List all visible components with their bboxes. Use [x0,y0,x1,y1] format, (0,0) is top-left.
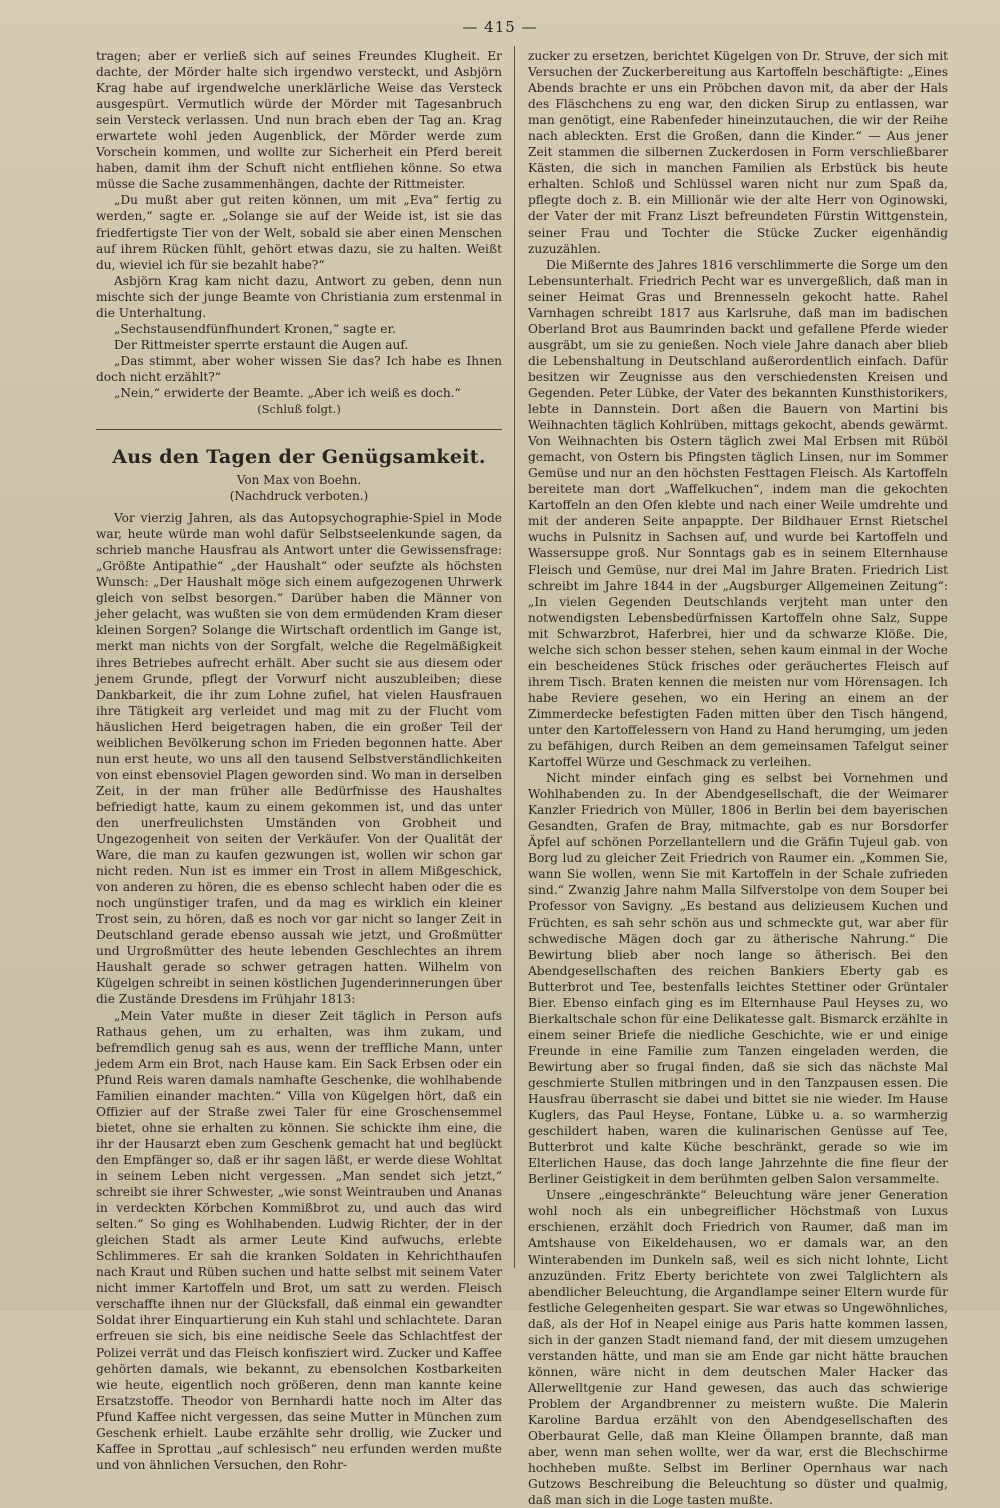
article-paragraph: Unsere „eingeschränkte“ Beleuchtung wäre jener Generation wohl noch als ein unbegreiflicher Höchstmaß von Luxus erschienen, erzählt doch Friedrich von Raumer, daß man im Amtshause von Eikeldehausen, wo er damals war, an den Winterabenden im Dunkeln saß, weil es sich nicht lohnte, Licht anzuzünden. Fritz Eberty berichtete von zwei Talglichtern als abendlicher Beleuchtung, die Argandlampe seiner Eltern wurde für festliche Gelegenheiten gespart. Sie war etwas so Ungewöhnliches, daß, als der Hof in Neapel einige aus Paris hatte kommen lassen, sich in der ganzen Stadt niemand fand, der mit diesem umzugehen verstanden hätte, und man sie am Ende gar nicht hätte brauchen können, wäre nicht in dem deutschen Maler Hacker das Allerwelltgenie zur Hand gewesen, das auch das schwierige Problem der Argandbrenner zu meistern wußte. Die Malerin Karoline Bardua erzählt von den Abendgesellschaften des Oberbaurat Gelle, daß man Kleine Öllampen brannte, daß man aber, wenn man sehen wollte, wer da war, erst die Blechschirme hochheben mußte. Selbst im Berliner Opernhaus war nach Gutzows Beschreibung die Beleuchtung so düster und qualmig, daß man sich in die Loge tasten mußte. [528,1188,948,1508]
story-paragraph: Asbjörn Krag kam nicht dazu, Antwort zu geben, denn nun mischte sich der junge Beamte von Christiania zum erstenmal in die Unterhaltung. [96,273,502,320]
article-paragraph: zucker zu ersetzen, berichtet Kügelgen von Dr. Struve, der sich mit Versuchen der Zuckerbereitung aus Kartoffeln beschäftigte: „Eines Abends brachte er uns ein Pröbchen davon mit, da aber der Hals des Fläschchens zu eng war, den dicken Sirup zu entlassen, war man genötigt, eine Rabenfeder hineinzutauchen, die wir der Reihe nach ableckten. Erst die Großen, dann die Kinder.“ — Aus jener Zeit stammen die silbernen Zuckerdosen in Form verschließbarer Kästen, die sich in manchen Familien als Erbstück bis heute erhalten. Schloß und Schlüssel waren nicht nur zum Spaß da, pflegte doch z. B. ein Millionär wie der alte Herr von Oginowski, der Vater der mit Franz Liszt befreundeten Fürstin Wittgenstein, seiner Frau und Tochter die Stücke Zucker eigenhändig zuzuzählen. [528,49,948,256]
story-paragraph: „Das stimmt, aber woher wissen Sie das? Ich habe es Ihnen doch nicht erzählt?“ [96,353,502,384]
article-paragraph: Nicht minder einfach ging es selbst bei Vornehmen und Wohlhabenden zu. In der Abendgesellschaft, die der Weimarer Kanzler Friedrich von Müller, 1806 in Berlin bei dem bayerischen Gesandten, Grafen de Bray, mitmachte, gab es nur Borsdorfer Äpfel auf schönen Porzellantellern und die Gräfin Tujeul gab. von Borg lud zu gleicher Zeit Friedrich von Raumer ein. „Kommen Sie, wann Sie wollen, wenn Sie mit Kartoffeln in der Schale zufrieden sind.“ Zwanzig Jahre nahm Malla Silfverstolpe von dem Souper bei Professor von Savigny. „Es bestand aus delizieusem Kuchen und Früchten, es sah sehr schön aus und schmeckte gut, war aber für schwedische Mägen doch gar zu ätherische Nahrung.“ Die Bewirtung blieb aber noch lange so ätherisch. Bei den Abendgesellschaften des reichen Bankiers Eberty gab es Butterbrot und Tee, bestenfalls leichtes Stettiner oder Grüntaler Bier. Ebenso einfach ging es im Elternhause Paul Heyses zu, wo Bierkaltschale schon für eine Delikatesse galt. Bismarck erzählte in einem seiner Briefe die niedliche Geschichte, wie er und einige Freunde in eine Familie zum Tanzen eingeladen werden, die Bewirtung aber so frugal finden, daß sie sich das nächste Mal geschmierte Stullen mitbringen und in den Tanzpausen essen. Die Hausfrau überrascht sie dabei und bittet sie nie wieder. Im Hause Kuglers, das Paul Heyse, Fontane, Lübke u. a. so warmherzig geschildert haben, waren die kulinarischen Genüsse auf Tee, Butterbrot und kalte Küche beschränkt, gerade so wie im Elterlichen Hause, das doch lange Jahrzehnte die fine fleur der Berliner Geistigkeit in dem berühmten gelben Salon versammelte. [528,771,948,1187]
left-column [96,48,502,1472]
column-rule [514,46,515,1268]
story-paragraph: Der Rittmeister sperrte erstaunt die Augen auf. [114,337,409,352]
story-paragraph: „Nein,“ erwiderte der Beamte. „Aber ich weiß es doch.“ [114,385,461,400]
article-paragraph: Die Mißernte des Jahres 1816 verschlimmerte die Sorge um den Lebensunterhalt. Friedrich Pecht war es unvergeßlich, daß man in seiner Heimat Gras und Brennesseln gekocht hatte. Rahel Varnhagen schreibt 1817 aus Karlsruhe, daß man im badischen Oberland Brot aus Baumrinden backt und gefallene Pferde wieder ausgräbt, um sie zu genießen. Noch viele Jahre danach aber blieb die Lebenshaltung in Deutschland außerordentlich einfach. Dafür besitzen wir Zeugnisse aus den verschiedensten Kreisen und Gegenden. Peter Lübke, der Vater des bekannten Kunsthistorikers, lebte in Dannstein. Dort aßen die Bauern von Martini bis Weihnachten täglich Kohlrüben, mittags gekocht, abends gewärmt. Von Weihnachten bis Ostern täglich zwei Mal Erbsen mit Rüböl gemacht, von Ostern bis Pfingsten täglich Linsen, nur im Sommer Gemüse und nur an den höchsten Festtagen Fleisch. Als Kartoffeln bereitete man dort „Waffelkuchen“, indem man die gekochten Kartoffeln an den Ofen klebte und nach einer Weile umdrehte und mit der anderen Seite anpappte. Der Bildhauer Ernst Rietschel wuchs in Pulsnitz in Sachsen auf, und wurde bei Kartoffeln und Wassersuppe groß. Nur Sonntags gab es in seinem Elternhause Fleisch und Gemüse, nur drei Mal im Jahre Braten. Friedrich List schreibt im Jahre 1844 in der „Augsburger Allgemeinen Zeitung“: „In vielen Gegenden Deutschlands verjteht man unter den notwendigsten Lebensbedürfnissen Kartoffeln ohne Salz, Suppe mit Schwarzbrot, Haferbrei, hier und da schwarze Klöße. Die, welche sich schon besser stehen, sehen kaum einmal in der Woche ein bescheidenes Stück frisches oder geräuchertes Fleisch auf ihrem Tisch. Braten kennen die meisten nur vom Hörensagen. Ich habe Reviere gesehen, wo ein Hering an einem an der Zimmerdecke befestigten Faden mitten über den Tisch hängend, unter den Kartoffelessern von Hand zu Hand herumging, um jeden zu befähigen, durch Reiben an dem gemeinsamen Tafelgut seiner Kartoffel Würze und Geschmack zu verleihen. [528,257,948,770]
article-byline: Von Max von Boehn. [236,473,362,488]
article-paragraph: „Mein Vater mußte in dieser Zeit täglich in Person aufs Rathaus gehen, um zu erhalten, was ihm zukam, und befremdlich genug sah es aus, wenn der treffliche Mann, unter jedem Arm ein Brot, nach Hause kam. Ein Sack Erbsen oder ein Pfund Reis waren damals namhafte Geschenke, die wohlhabende Familien einander machten.“ Villa von Kügelgen hört, daß ein Offizier auf der Straße zwei Taler für eine Groschensemmel bietet, ohne sie erhalten zu können. Sie schickte ihm eine, die ihr der Hausarzt eben zum Geschenk gemacht hat und beglückt den Empfänger so, daß er ihr sagen läßt, er werde diese Wohltat in seinem Leben nicht vergessen. „Man sendet sich jetzt,“ schreibt sie ihrer Schwester, „wie sonst Weintrauben und Ananas in verdeckten Körbchen Kommißbrot zu, und auch das wird selten.“ So ging es Wohlhabenden. Ludwig Richter, der in der gleichen Stadt als armer Leute Kind aufwuchs, erlebte Schlimmeres. Er sah die kranken Soldaten in Kehrichthaufen nach Kraut und Rüben suchen und hatte selbst mit seinem Vater nicht immer Kartoffeln und Brot, um satt zu werden. Fleisch verschaffte ihnen nur der Glücksfall, daß einmal ein gewandter Soldat ihrer Einquartierung ein Kuh stahl und schlachtete. Daran erfreuen sie sich, bis eine neidische Seele das Schlachtfest der Polizei verrät und das Fleisch konfisziert wird. Zucker und Kaffee gehörten damals, wie bekannt, zu ebensolchen Kostbarkeiten wie heute, eigentlich noch größeren, denn man kannte keine Ersatzstoffe. Theodor von Bernhardi hatte noch im Alter das Pfund Kaffee nicht vergessen, das seine Mutter in München zum Geschenk erhielt. Laube erzählte sehr drollig, wie Zucker und Kaffee in Sprottau „auf schlesisch“ neu erfunden werden mußte und von ähnlichen Versuchen, den Rohr- [96,1008,502,1472]
to-be-continued-note: (Schluß folgt.) [257,402,341,417]
page-number: — 415 — [462,18,538,36]
article-paragraph: Vor vierzig Jahren, als das Autopsychographie-Spiel in Mode war, heute würde man wohl dafür Selbstseelenkunde sagen, da schrieb manche Hausfrau als Antwort unter die Gewissensfrage: „Größte Antipathie“ „der Haushalt“ oder seufzte als höchsten Wunsch: „Der Haushalt möge sich einem aufgezogenen Uhrwerk gleich von selbst besorgen.“ Darüber haben die Männer von jeher gelacht, was wußten sie von dem ermüdenden Kram dieser kleinen Sorgen? Solange die Wirtschaft ordentlich im Gange ist, merkt man nichts von der Sorgfalt, welche die Regelmäßigkeit ihres Betriebes aufrecht erhält. Aber sucht sie aus diesem oder jenem Grunde, pflegt der Vorwurf nicht auszubleiben; diese Dankbarkeit, die ihr zum Lohne zufiel, hat vielen Hausfrauen ihre Tätigkeit arg verleidet und mag mit zu der Flucht vom häuslichen Herd beigetragen haben, die ein großer Teil der weiblichen Bevölkerung schon im Frieden begonnen hatte. Aber nun erst heute, wo uns all den tausend Selbstverständlichkeiten von einst ebensoviel Plagen geworden sind. Wo man in derselben Zeit, in der man früher alle Bedürfnisse des Haushaltes befriedigt hatte, kaum zu einem gekommen ist, und das unter den unerfreulichsten Umständen von Grobheit und Ungezogenheit von seiten der Verkäufer. Von der Qualität der Ware, die man zu kaufen gezwungen ist, wollen wir schon gar nicht reden. Nun ist es immer ein Trost in allem Mißgeschick, von anderen zu hören, die es ebenso schlecht haben oder die es noch ungünstiger trafen, und da mag es wirklich ein kleiner Trost sein, zu hören, daß es noch vor gar nicht so langer Zeit in Deutschland gerade ebenso aussah wie jetzt, und Großmütter und Urgroßmütter des heute lebenden Geschlechtes an ihrem Haushalt gerade so schwer getragen hatten. Wilhelm von Kügelgen schreibt in seinen köstlichen Jugenderinnerungen über die Zustände Dresdens im Frühjahr 1813: [96,511,502,1007]
section-divider [96,429,502,430]
story-paragraph: „Du mußt aber gut reiten können, um mit „Eva“ fertig zu werden,“ sagte er. „Solange sie auf der Weide ist, ist sie das friedfertigste Tier von der Welt, sobald sie aber einen Menschen auf ihrem Rücken fühlt, gehört etwas dazu, sie zu halten. Weißt du, wieviel ich für sie bezahlt habe?“ [96,193,502,272]
right-column [528,48,948,1508]
story-paragraph: tragen; aber er verließ sich auf seines Freundes Klugheit. Er dachte, der Mörder halte sich irgendwo versteckt, und Asbjörn Krag habe auf irgendwelche unerklärliche Weise das Versteck ausgespürt. Vermutlich würde der Mörder mit Tagesanbruch sein Versteck verlassen. Und nun brach eben der Tag an. Krag erwartete wohl jeden Augenblick, der Mörder werde zum Vorschein kommen, und wollte zur Sicherheit ein Pferd bereit haben, damit ihm der Schuft nicht entfliehen könne. So etwa müsse die Sache zusammenhängen, dachte der Rittmeister. [96,49,502,192]
reprint-note: (Nachdruck verboten.) [229,489,369,504]
article-headline: Aus den Tagen der Genügsamkeit. [112,446,486,469]
story-paragraph: „Sechstausendfünfhundert Kronen,“ sagte er. [114,321,396,336]
